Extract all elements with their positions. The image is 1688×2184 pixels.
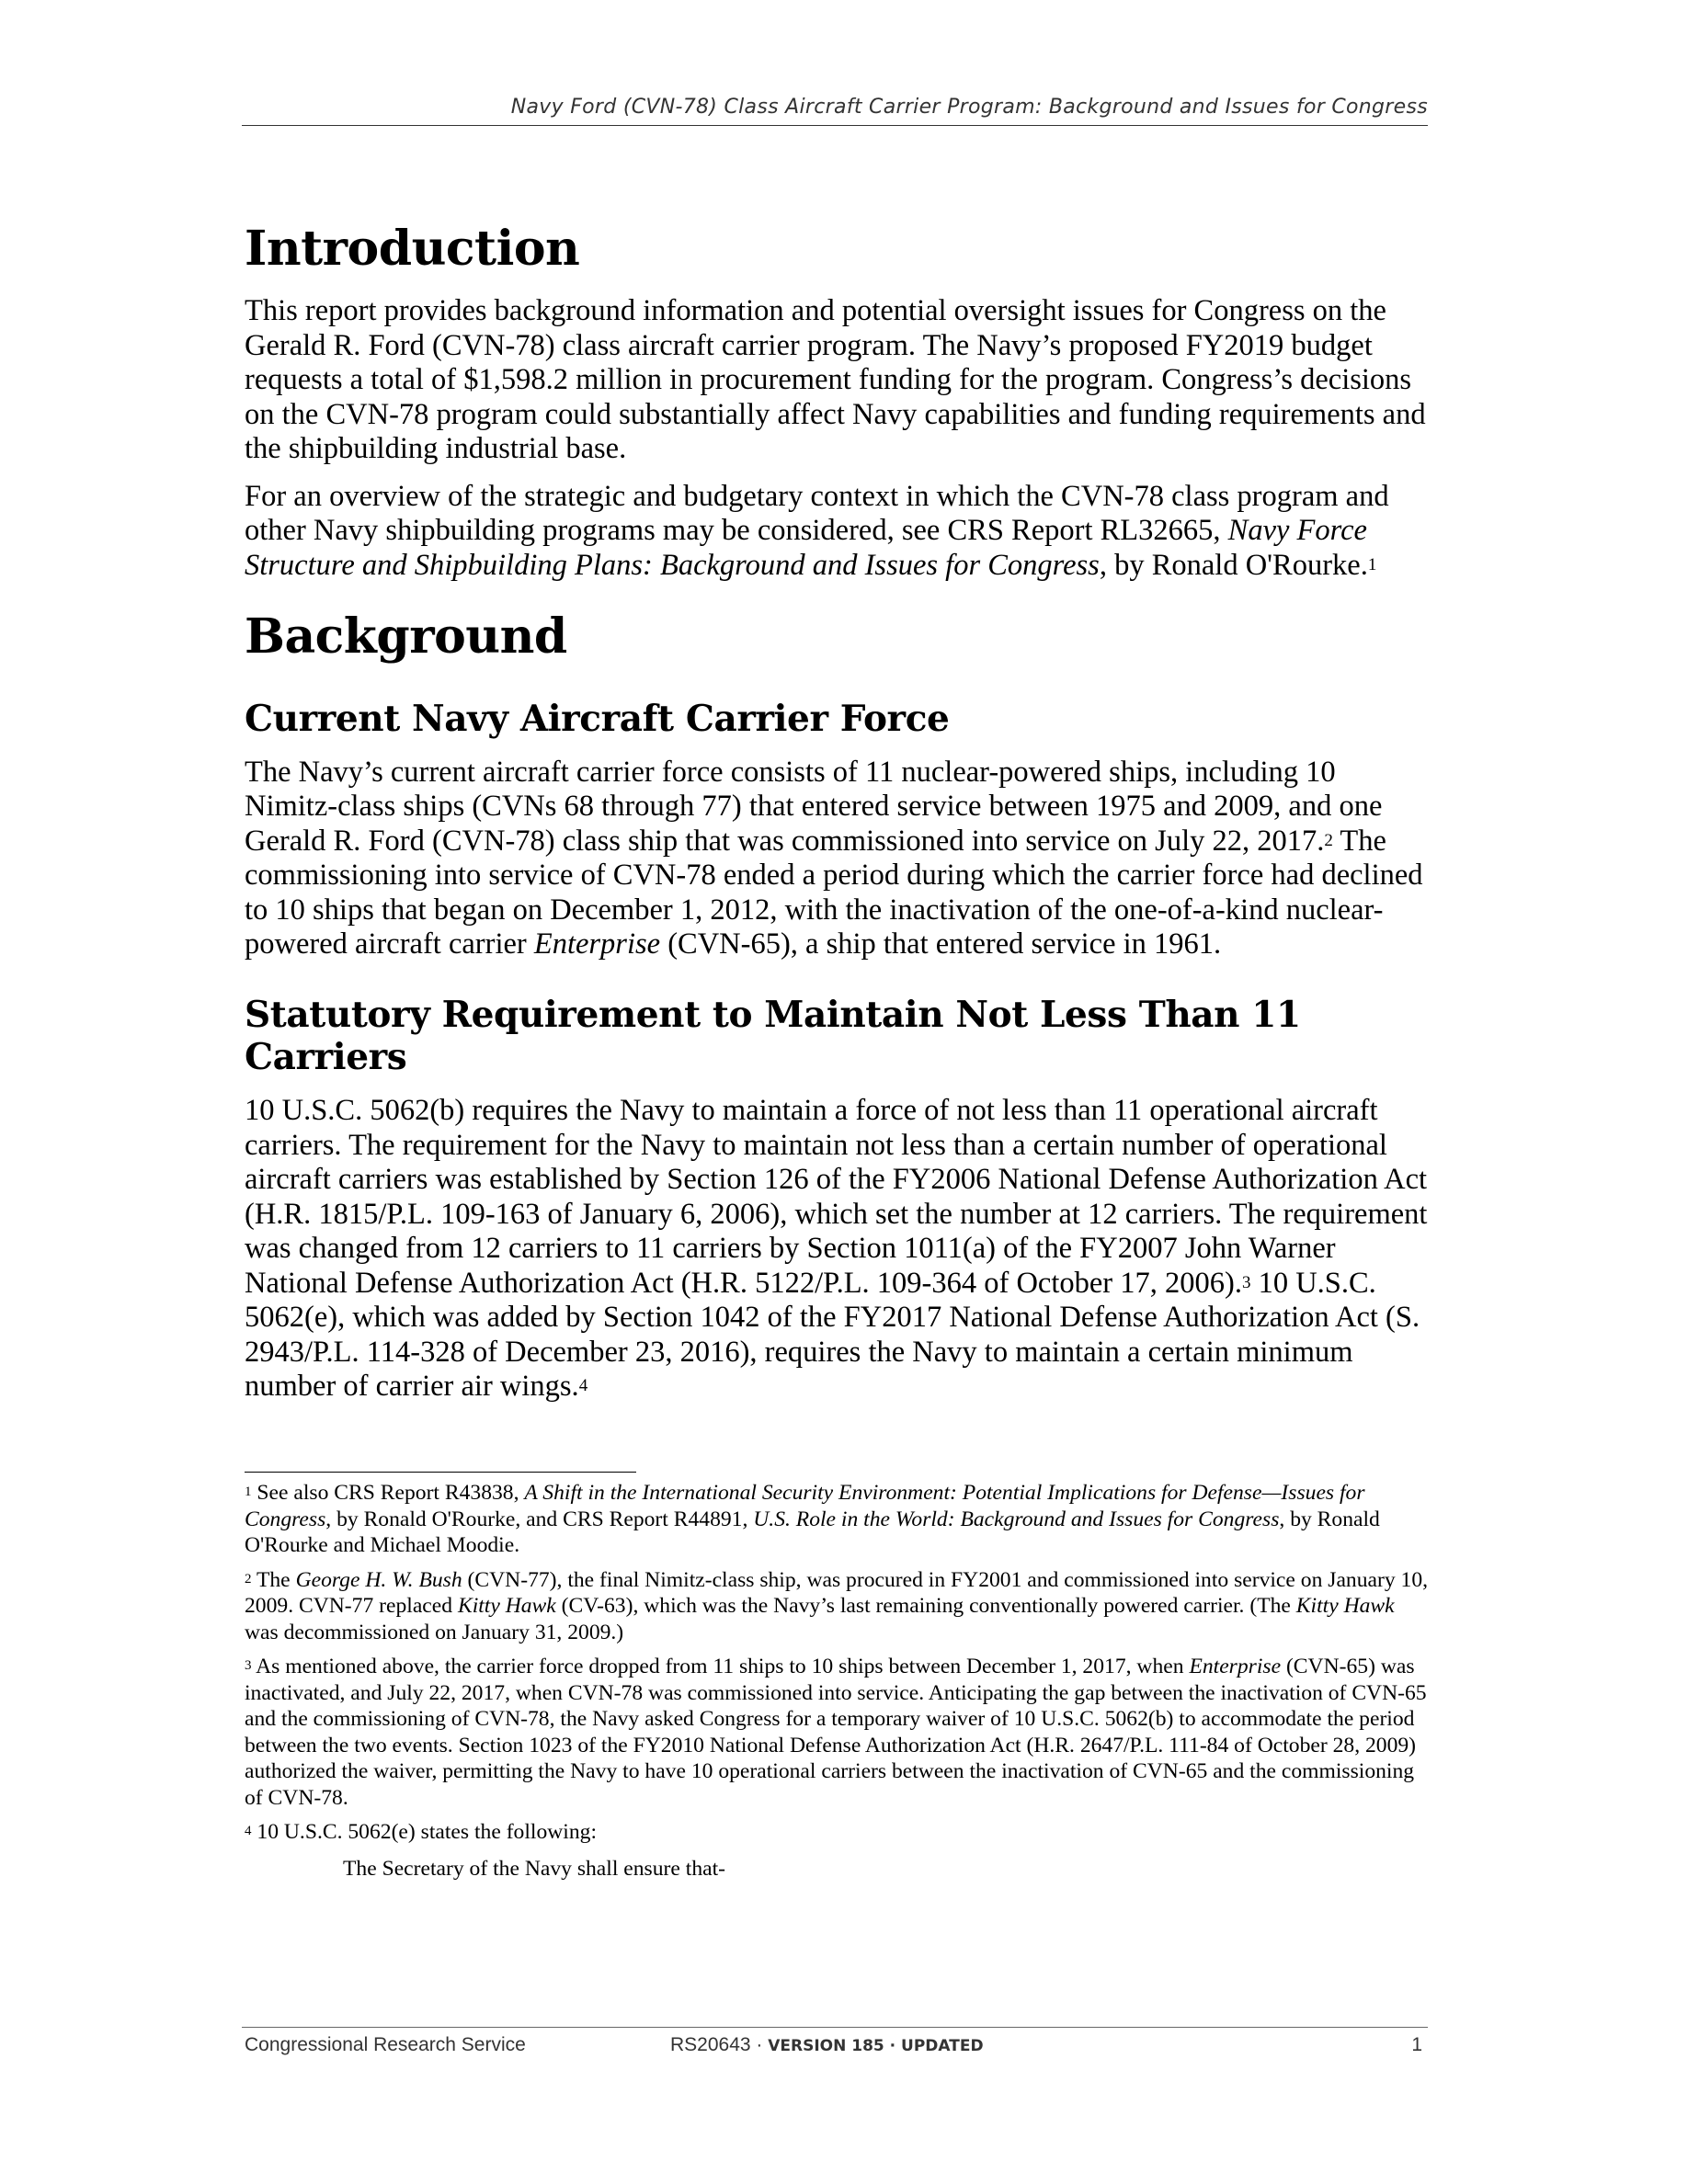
current-force-text-a: The Navy’s current aircraft carrier force consists of 11 nuclear-powered ships, including 10 Nimitz-class ships (CVNs 68 through 77) that entered service between 1975 and 2009, and one Gerald R. Ford (CVN-78) class ship that was commissioned into service on July 22, 2017.: [245, 755, 1383, 858]
footnote-ref-2[interactable]: 2: [1324, 830, 1333, 850]
footnotes: [245, 1480, 1431, 1882]
footnote-2-text-a: The: [251, 1567, 296, 1592]
footnote-3-text-a: As mentioned above, the carrier force dropped from 11 ships to 10 ships between December 1, 2017, when: [251, 1655, 1190, 1678]
footnote-1-title-2: U.S. Role in the World: Background and Issues for Congress: [753, 1507, 1280, 1531]
current-force-heading: Current Navy Aircraft Carrier Force: [245, 697, 950, 740]
footnote-3-ship: Enterprise: [1189, 1655, 1282, 1678]
footnote-1-number: 1: [245, 1484, 252, 1499]
running-header: Navy Ford (CVN-78) Class Aircraft Carrier Program: Background and Issues for Congress: [510, 96, 1428, 119]
intro-p2-text: For an overview of the strategic and budgetary context in which the CVN-78 class program and other Navy shipbuilding programs may be considered, see CRS Report RL32665,: [245, 479, 1389, 548]
current-force-text-c: (CVN-65), a ship that entered service in 1961.: [660, 927, 1222, 961]
page-number: 1: [1411, 2034, 1422, 2055]
intro-p2-report-title: Navy Force Structure and Shipbuilding Plans: Background and Issues for Congress: [245, 514, 1367, 582]
intro-paragraph-2: [245, 480, 1431, 584]
footer-version: VERSION 185 · UPDATED: [768, 2037, 984, 2055]
footer-report-number: RS20643 ·: [670, 2034, 769, 2055]
footer-publisher: Congressional Research Service: [245, 2034, 526, 2055]
statutory-paragraph: [245, 1094, 1431, 1405]
footnote-4: [245, 1819, 1431, 1846]
page-footer: [245, 2034, 1428, 2062]
footnote-ref-4[interactable]: 4: [578, 1376, 588, 1396]
footnote-1-text-a: See also CRS Report R43838,: [251, 1481, 525, 1505]
footnote-2-text-b: (CVN-77), the final Nimitz-class ship, was procured in FY2001 and commissioned into service on January 10, 2009. CVN-77 replaced: [245, 1567, 1429, 1618]
enterprise-name: Enterprise: [533, 927, 661, 961]
main-content: [245, 221, 1431, 1405]
footnote-2-ship-2: Kitty Hawk: [457, 1594, 556, 1618]
statutory-text-a: 10 U.S.C. 5062(b) requires the Navy to maintain a force of not less than 11 operational aircraft carriers. The requirement for the Navy to maintain not less than a certain number of operational aircraft carriers was established by Section 126 of the FY2006 National Defense Authorization Act (H.R. 1815/P.L. 109-163 of January 6, 2006), which set the number at 12 carriers. The requirement was changed from 12 carriers to 11 carriers by Section 1011(a) of the FY2007 John Warner National Defense Authorization Act (H.R. 5122/P.L. 109-364 of October 17, 2006).: [245, 1094, 1428, 1300]
footnote-1-text-c: , by Ronald O'Rourke and Michael Moodie.: [245, 1507, 1380, 1557]
intro-heading: Introduction: [245, 221, 580, 277]
footer-report-id: [670, 2034, 984, 2056]
footnote-2-text-d: was decommissioned on January 31, 2009.): [245, 1620, 624, 1644]
footnote-2-number: 2: [245, 1571, 252, 1587]
footer-rule: [242, 2027, 1428, 2028]
background-heading: Background: [245, 609, 567, 665]
footnote-2-ship-1: George H. W. Bush: [295, 1567, 462, 1592]
current-force-paragraph: [245, 756, 1431, 962]
footnote-4-text: 10 U.S.C. 5062(e) states the following:: [251, 1820, 597, 1844]
header-rule: [242, 125, 1428, 126]
footnote-2-text-c: (CV-63), which was the Navy’s last remaining conventionally powered carrier. (The: [555, 1594, 1296, 1618]
current-force-text-b: The commissioning into service of CVN-78 ended a period during which the carrier force had declined to 10 ships that began on December 1, 2012, with the inactivation of the one-of-a-kind nuclear-powered aircraft carrier: [245, 824, 1423, 961]
footnote-3: [245, 1654, 1431, 1811]
footnote-3-text-b: (CVN-65) was inactivated, and July 22, 2017, when CVN-78 was commissioned into service. Anticipating the gap between the inactivation of CVN-65 and the commissioning of CVN-78, the Navy asked Congress for a temporary waiver of 10 U.S.C. 5062(b) to accommodate the period between the two events. Section 1023 of the FY2010 National Defense Authorization Act (H.R. 2647/P.L. 111-84 of October 28, 2009) authorized the waiver, permitting the Navy to have 10 operational carriers between the inactivation of CVN-65 and the commissioning of CVN-78.: [245, 1655, 1427, 1810]
footnote-1-title-1: A Shift in the International Security Environment: Potential Implications for Defense—Issues for Congress: [245, 1481, 1365, 1531]
footnote-2-ship-3: Kitty Hawk: [1295, 1594, 1395, 1618]
intro-paragraph-1: This report provides background information and potential oversight issues for Congress on the Gerald R. Ford (CVN-78) class aircraft carrier program. The Navy’s proposed FY2019 budget requests a total of $1,598.2 million in procurement funding for the program. Congress’s decisions on the CVN-78 program could substantially affect Navy capabilities and funding requirements and the shipbuilding industrial base.: [245, 294, 1426, 466]
statutory-heading: Statutory Requirement to Maintain Not Less Than 11 Carriers: [245, 993, 1301, 1079]
footnote-separator: [245, 1472, 636, 1473]
footnote-4-number: 4: [245, 1824, 252, 1838]
footnote-1: [245, 1480, 1431, 1559]
footnote-ref-1[interactable]: 1: [1367, 554, 1377, 574]
footnote-1-text-b: , by Ronald O'Rourke, and CRS Report R44891,: [325, 1507, 754, 1531]
footnote-4-quote: The Secretary of the Navy shall ensure that-: [343, 1856, 726, 1881]
intro-p2-author: , by Ronald O'Rourke.: [1099, 548, 1368, 582]
footnote-ref-3[interactable]: 3: [1241, 1272, 1251, 1292]
footnote-2: [245, 1567, 1431, 1646]
footnote-3-number: 3: [245, 1658, 252, 1673]
statutory-text-b: 10 U.S.C. 5062(e), which was added by Section 1042 of the FY2017 National Defense Authorization Act (S. 2943/P.L. 114-328 of December 23, 2016), requires the Navy to maintain a certain minimum number of carrier air wings.: [245, 1266, 1420, 1404]
